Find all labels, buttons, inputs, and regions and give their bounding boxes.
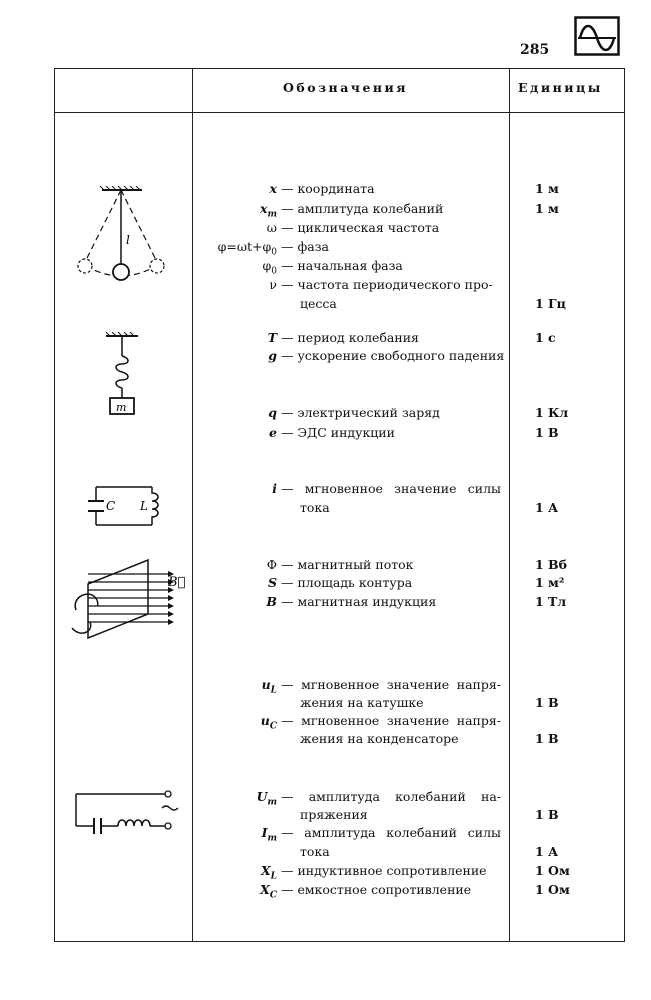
row-description: жения на конденсаторе (300, 731, 459, 746)
row-description: цесса (300, 296, 337, 311)
row-symbol: q (268, 405, 277, 420)
row-unit: 1 Вб (535, 557, 567, 572)
row-description: — индуктивное сопротивление (281, 863, 487, 878)
column-divider-left (192, 68, 193, 942)
row-description: — период колебания (281, 330, 419, 345)
sine-wave-icon (574, 16, 620, 56)
row-description: — площадь контура (281, 575, 413, 590)
row-unit: 1 Ом (535, 863, 570, 878)
row-description: — магнитный поток (281, 557, 414, 572)
row-symbol: $\varphi=\omega t+\varphi_0$ (217, 239, 277, 258)
row-unit: 1 Ом (535, 882, 570, 897)
row-symbol: $X_C$ (260, 882, 277, 901)
row-description: — начальная фаза (281, 258, 403, 273)
row-unit: 1 м² (535, 575, 565, 590)
row-description: — амплитуда колебаний силы (281, 825, 501, 840)
rotating-frame-figure (68, 554, 188, 642)
row-symbol: g (268, 348, 277, 363)
row-symbol: $x_m$ (260, 201, 277, 220)
row-description: тока (300, 844, 330, 859)
row-symbol: $I_m$ (261, 825, 277, 844)
row-symbol: B (266, 594, 277, 609)
row-description: тока (300, 500, 330, 515)
row-description: — амплитуда колебаний на- (281, 789, 501, 804)
row-unit: 1 Гц (535, 296, 566, 311)
column-divider-right (509, 68, 510, 942)
header-notation: Обозначения (283, 80, 409, 95)
pendulum-length-label: l (126, 233, 130, 247)
capacitor-label: C (106, 499, 116, 513)
row-description: — ЭДС индукции (281, 425, 395, 440)
row-symbol: $U_m$ (256, 789, 277, 808)
row-description: — частота периодического про- (281, 277, 493, 292)
row-symbol: ω (266, 220, 277, 235)
row-unit: 1 В (535, 425, 559, 440)
row-description: — фаза (281, 239, 329, 254)
row-unit: 1 А (535, 844, 559, 859)
row-unit: 1 В (535, 695, 559, 710)
page-number: 285 (520, 42, 550, 58)
mass-label: m (116, 401, 127, 414)
row-description: — амплитуда колебаний (281, 201, 444, 216)
spring-mass-figure (102, 332, 142, 416)
row-symbol: $X_L$ (260, 863, 277, 882)
row-symbol: ν (269, 277, 277, 292)
row-symbol: i (272, 481, 277, 496)
row-unit: 1 м (535, 201, 559, 216)
header-units: Единицы (518, 80, 603, 95)
row-unit: 1 В (535, 807, 559, 822)
row-description: — мгновенное значение напря- (281, 713, 501, 728)
row-description: жения на катушке (300, 695, 424, 710)
row-description: — координата (281, 181, 375, 196)
row-symbol: e (269, 425, 277, 440)
row-unit: 1 Тл (535, 594, 567, 609)
row-description: — электрический заряд (281, 405, 440, 420)
header-divider (54, 112, 625, 113)
lc-circuit-figure (86, 484, 166, 528)
field-label: B⃗ (168, 575, 186, 590)
row-unit: 1 Кл (535, 405, 569, 420)
row-unit: 1 А (535, 500, 559, 515)
inductor-label: L (140, 499, 148, 513)
row-symbol: x (269, 181, 277, 196)
row-description: — магнитная индукция (281, 594, 437, 609)
row-symbol: Φ (266, 557, 277, 572)
row-symbol: S (267, 575, 277, 590)
pendulum-figure (74, 186, 170, 286)
row-description: — ускорение свободного падения (281, 348, 505, 363)
row-description: — мгновенное значение силы (281, 481, 501, 496)
row-description: — емкостное сопротивление (281, 882, 472, 897)
row-description: — циклическая частота (281, 220, 440, 235)
row-symbol: $u_L$ (261, 677, 277, 696)
row-symbol: $u_C$ (260, 713, 277, 732)
coil-circuit-figure (72, 786, 184, 838)
row-unit: 1 В (535, 731, 559, 746)
row-unit: 1 с (535, 330, 556, 345)
row-unit: 1 м (535, 181, 559, 196)
row-description: — мгновенное значение напря- (281, 677, 501, 692)
row-description: пряжения (300, 807, 368, 822)
row-symbol: T (267, 330, 277, 345)
row-symbol: $\varphi_0$ (262, 258, 277, 277)
